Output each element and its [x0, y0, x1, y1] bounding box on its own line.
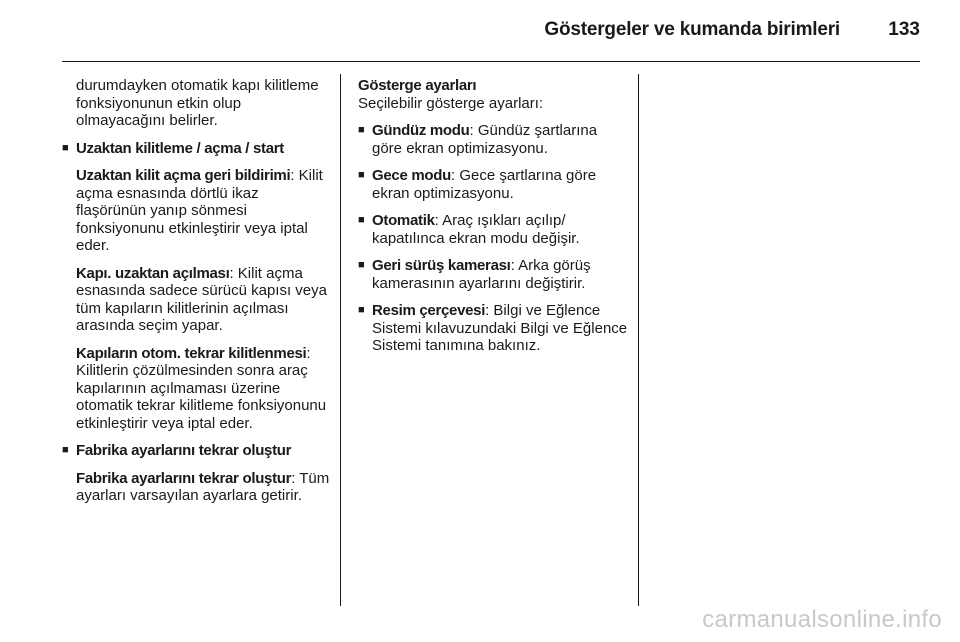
site-watermark: carmanualsonline.info	[702, 606, 942, 633]
bullet-marker: ■	[62, 141, 69, 154]
list-item-picture-frame	[358, 302, 630, 355]
page-header	[0, 0, 960, 62]
page-number: 133	[888, 19, 920, 40]
column-divider-left	[340, 74, 341, 606]
section-heading: Gösterge ayarları	[358, 77, 477, 94]
setting-remote-door-unlock	[62, 265, 332, 335]
list-item-term: Resim çerçevesi	[372, 302, 486, 319]
setting-term: Uzaktan kilit açma geri bildirimi	[76, 167, 291, 184]
middle-column	[358, 77, 630, 355]
list-item-automatic	[358, 212, 630, 247]
column-divider-right	[638, 74, 639, 606]
setting-description: : Kilit açma esnasında sadece sürücü kapısı veya tüm kapıların kilitlerinin açılması arasında seçim yapar.	[76, 264, 327, 334]
setting-remote-unlock-feedback	[62, 167, 332, 255]
list-item-night-mode	[358, 167, 630, 202]
list-item-term: Gündüz modu	[372, 122, 470, 139]
setting-term: Kapı. uzaktan açılması	[76, 264, 230, 282]
bullet-marker: ■	[62, 444, 69, 456]
setting-description: : Kilit açma esnasında dörtlü ikaz flaşörünün yanıp sönmesi fonksiyonunu etkinleştirir veya iptal eder.	[76, 167, 323, 254]
list-item-body	[372, 167, 630, 202]
bullet-marker: ■	[358, 214, 365, 226]
list-item-text: : Gece şartlarına göre ekran optimizasyonu.	[372, 167, 597, 202]
bullet-remote-locking	[62, 140, 332, 158]
list-item-term: Gece modu	[372, 167, 451, 184]
setting-term: Kapıların otom. tekrar kilitlenmesi	[76, 344, 307, 362]
bullet-marker: ■	[358, 259, 365, 271]
list-item-body	[372, 257, 630, 292]
list-item-body	[372, 302, 630, 355]
list-item-text: : Bilgi ve Eğlence Sistemi kılavuzundaki Bilgi ve Eğlence Sistemi tanımına bakınız.	[372, 302, 628, 354]
setting-factory-reset	[62, 470, 332, 505]
list-item-text: : Araç ışıkları açılıp/ kapatılınca ekran modu değişir.	[372, 212, 580, 247]
bullet-marker: ■	[358, 169, 365, 181]
list-item-rear-camera	[358, 257, 630, 292]
bullet-label: Uzaktan kilitleme / açma / start	[76, 139, 284, 157]
bullet-label: Fabrika ayarlarını tekrar oluştur	[76, 442, 292, 459]
list-item-text: : Arka görüş kamerasının ayarlarını değiştirir.	[372, 257, 591, 292]
list-item-body	[372, 212, 630, 247]
continuation-text: durumdayken otomatik kapı kilitleme fonksiyonunun etkin olup olmayacağını belirler.	[76, 77, 319, 129]
list-item-body	[372, 122, 630, 157]
setting-auto-relock	[62, 345, 332, 433]
bullet-factory-reset	[62, 442, 332, 460]
setting-term: Fabrika ayarlarını tekrar oluştur	[76, 469, 292, 487]
bullet-marker: ■	[358, 124, 365, 136]
list-item-term: Geri sürüş kamerası	[372, 257, 511, 274]
page-title: Göstergeler ve kumanda birimleri	[544, 19, 840, 40]
list-item-text: : Gündüz şartlarına göre ekran optimizasyonu.	[372, 122, 598, 157]
list-item-day-mode	[358, 122, 630, 157]
setting-description: : Kilitlerin çözülmesinden sonra araç kapılarının açılmaması üzerine otomatik tekrar kilitleme fonksiyonunu etkinleştirir veya iptal eder.	[76, 344, 327, 432]
header-rule	[62, 61, 920, 62]
left-column	[62, 77, 332, 505]
setting-description: : Tüm ayarları varsayılan ayarlara getirir.	[76, 469, 330, 504]
section-intro: Seçilebilir gösterge ayarları:	[358, 94, 544, 112]
bullet-marker: ■	[358, 304, 365, 316]
list-item-term: Otomatik	[372, 212, 435, 229]
